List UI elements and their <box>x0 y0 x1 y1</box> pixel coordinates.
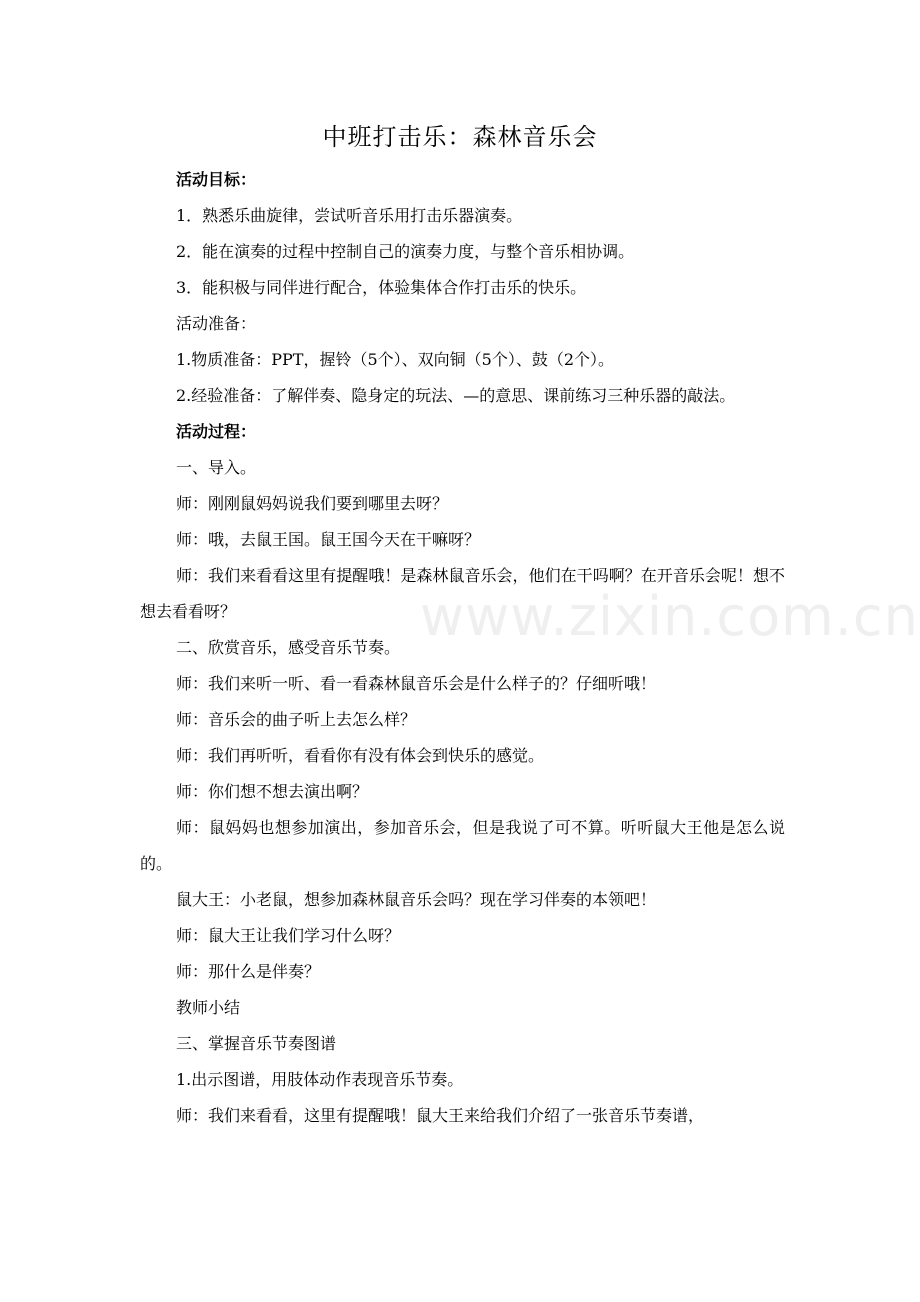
paragraph: 三、掌握音乐节奏图谱 <box>176 1034 337 1053</box>
paragraph: 师：哦，去鼠王国。鼠王国今天在干嘛呀？ <box>176 530 481 549</box>
paragraph: 二、欣赏音乐，感受音乐节奏。 <box>176 638 401 657</box>
paragraph: 师：你们想不想去演出啊？ <box>176 782 369 801</box>
paragraph: 1.出示图谱，用肢体动作表现音乐节奏。 <box>176 1070 464 1089</box>
watermark: www.zixin.com.cn <box>420 585 919 648</box>
paragraph: 2．能在演奏的过程中控制自己的演奏力度，与整个音乐相协调。 <box>176 242 635 261</box>
document-body <box>140 162 785 1134</box>
paragraph: 教师小结 <box>176 998 241 1017</box>
paragraph: 1.物质准备：PPT，握铃（5个）、双向铜（5个）、鼓（2个）。 <box>176 350 615 369</box>
paragraph: 3．能积极与同伴进行配合，体验集体合作打击乐的快乐。 <box>176 278 587 297</box>
paragraph: 活动准备： <box>176 314 257 333</box>
paragraph: 一、导入。 <box>176 458 257 477</box>
paragraph: 活动目标： <box>176 170 257 189</box>
document-title: 中班打击乐：森林音乐会 <box>322 123 598 151</box>
paragraph: 师：我们来看看这里有提醒哦！是森林鼠音乐会，他们在干吗啊？在开音乐会呢！想不想去看看呀？ <box>140 566 785 621</box>
paragraph: 1．熟悉乐曲旋律，尝试听音乐用打击乐器演奏。 <box>176 206 523 225</box>
paragraph: 师：刚刚鼠妈妈说我们要到哪里去呀？ <box>176 494 449 513</box>
paragraph: 师：那什么是伴奏？ <box>176 962 321 981</box>
paragraph: 活动过程： <box>176 422 257 441</box>
paragraph: 师：鼠妈妈也想参加演出，参加音乐会，但是我说了可不算。听听鼠大王他是怎么说的。 <box>140 818 785 873</box>
paragraph: 鼠大王：小老鼠，想参加森林鼠音乐会吗？现在学习伴奏的本领吧！ <box>176 890 657 909</box>
paragraph: 师：我们来听一听、看一看森林鼠音乐会是什么样子的？仔细听哦！ <box>176 674 657 693</box>
paragraph: 师：音乐会的曲子听上去怎么样？ <box>176 710 417 729</box>
paragraph: 师：我们再听听，看看你有没有体会到快乐的感觉。 <box>176 746 545 765</box>
paragraph: 2.经验准备：了解伴奏、隐身定的玩法、—的意思、课前练习三种乐器的敲法。 <box>176 386 736 405</box>
paragraph: 师：我们来看看，这里有提醒哦！鼠大王来给我们介绍了一张音乐节奏谱， <box>176 1106 705 1125</box>
paragraph: 师：鼠大王让我们学习什么呀？ <box>176 926 401 945</box>
